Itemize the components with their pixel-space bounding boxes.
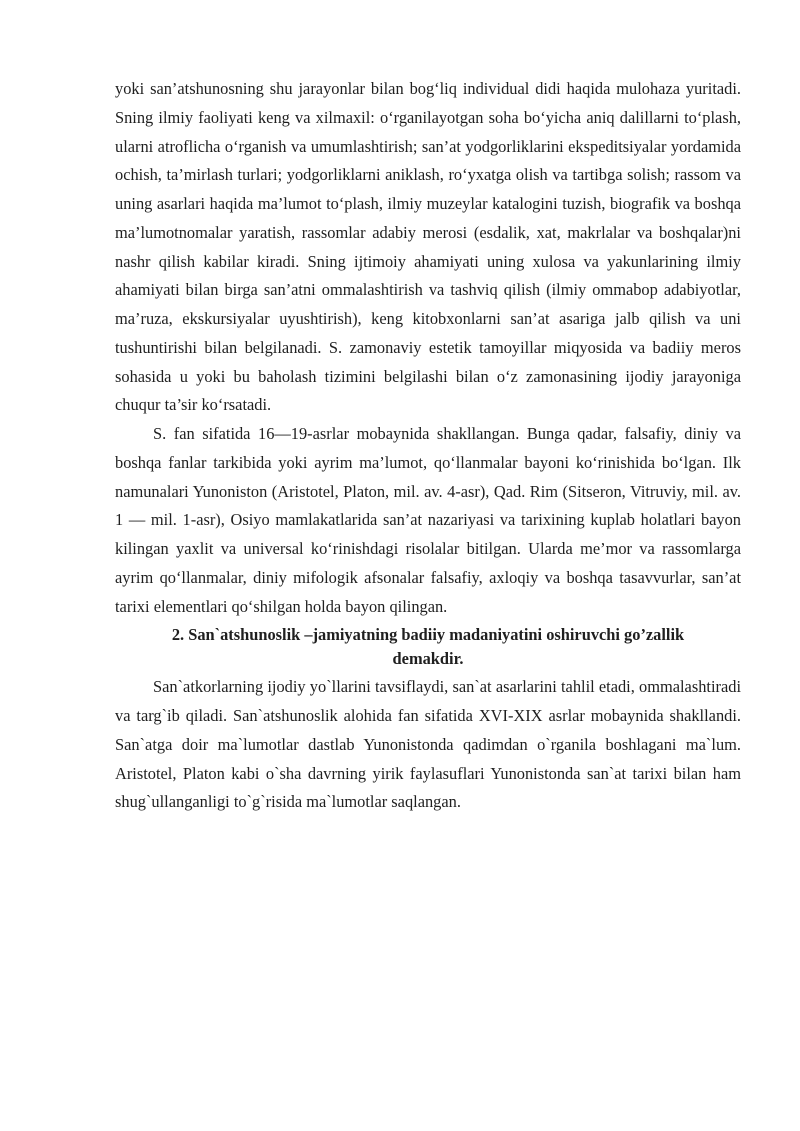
document-page [115, 75, 741, 817]
body-paragraph-closing: San`atkorlarning ijodiy yo`llarini tavsiflaydi, san`at asarlarini tahlil etadi, ommalashtiradi va targ`ib qiladi. San`atshunoslik alohida fan sifatida XVI-XIX asrlar mobaynida shakllandi. San`atga doir ma`lumotlar dastlab Yunonistonda qadimdan o`rganila boshlagani ma`lum. Aristotel, Platon kabi o`sha davrning yirik faylasuflari Yunonistonda san`at tarixi bilan ham shug`ullanganligi to`g`risida ma`lumotlar saqlangan. [115, 677, 741, 812]
body-paragraph-continued: yoki san’atshunosning shu jarayonlar bilan bog‘liq individual didi haqida mulohaza yuritadi. Sning ilmiy faoliyati keng va xilmaxil: o‘rganilayotgan soha bo‘yicha aniq dalillarni to‘plash, ularni atroflicha o‘rganish va umumlashtirish; san’at yodgorliklarini ekspeditsiyalar yordamida ochish, ta’mirlash turlari; yodgorliklarni aniklash, ro‘yxatga olish va tartibga solish; rassom va uning asarlari haqida ma’lumot to‘plash, ilmiy muzeylar katalogini tuzish, biografik va boshqa ma’lumotnomalar yaratish, rassomlar adabiy merosi (esdalik, xat, makrlalar va boshqalar)ni nashr qilish kabilar kiradi. Sning ijtimoiy ahamiyati uning xulosa va yakunlarining ilmiy ahamiyati bilan birga san’atni ommalashtirish va tashviq qilish (ilmiy ommabop adabiyotlar, ma’ruza, ekskursiyalar uyushtirish), keng kitobxonlarni san’at asariga jalb qilish va uni tushuntirishi bilan belgilanadi. S. zamonaviy estetik tamoyillar miqyosida va badiiy meros sohasida u yoki bu baholash tizimini belgilashi bilan o‘z zamonasining ijodiy jarayoniga chuqur ta’sir ko‘rsatadi. [115, 79, 741, 415]
section-heading: 2. San`atshunoslik –jamiyatning badiiy madaniyatini oshiruvchi go’zallik demakdir. [171, 625, 685, 669]
body-paragraph: S. fan sifatida 16—19-asrlar mobaynida shakllangan. Bunga qadar, falsafiy, diniy va boshqa fanlar tarkibida yoki ayrim ma’lumot, qo‘llanmalar bayoni ko‘rinishida bo‘lgan. Ilk namunalari Yunoniston (Aristotel, Platon, mil. av. 4-asr), Qad. Rim (Sitseron, Vitruviy, mil. av. 1 — mil. 1-asr), Osiyo mamlakatlarida san’at nazariyasi va tarixining kuplab holatlari bayon kilingan yaxlit va universal ko‘rinishdagi risolalar bitilgan. Ularda me’mor va rassomlarga ayrim qo‘llanmalar, diniy mifologik afsonalar falsafiy, axloqiy va boshqa tasavvurlar, san’at tarixi elementlari qo‘shilgan holda bayon qilingan. [115, 424, 741, 616]
